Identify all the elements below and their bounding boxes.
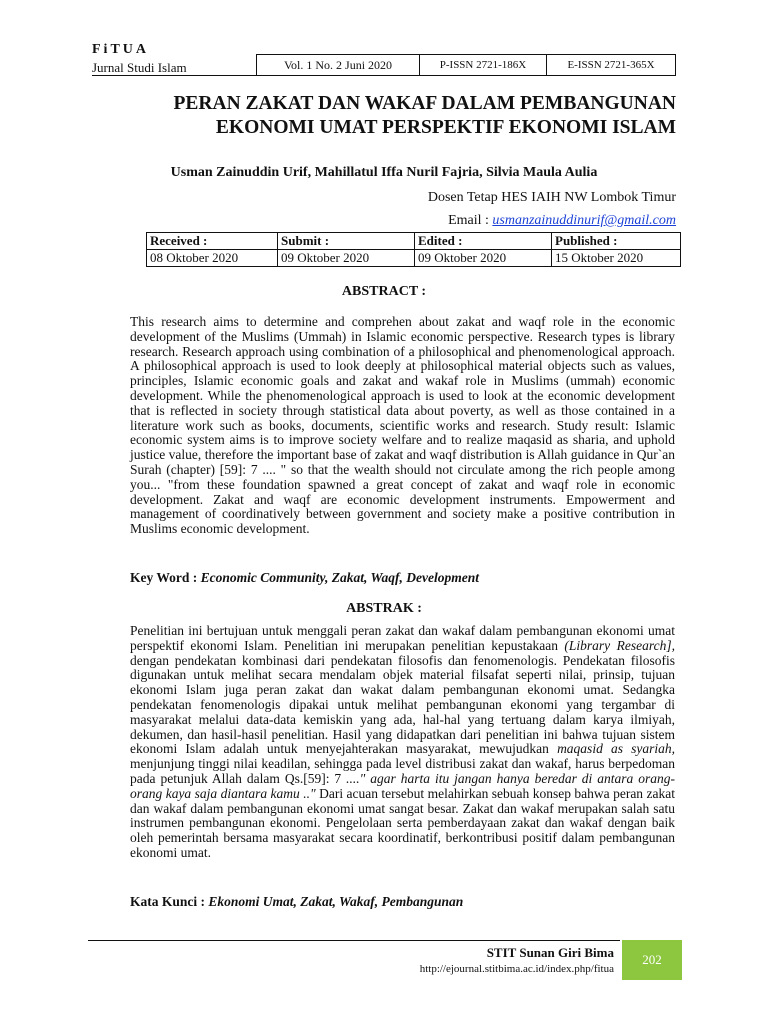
keywords-id-values: Ekonomi Umat, Zakat, Wakaf, Pembangunan: [208, 894, 464, 909]
received-date: 08 Oktober 2020: [147, 250, 278, 267]
volume-box: Vol. 1 No. 2 Juni 2020: [256, 54, 420, 76]
page-number: 202: [622, 940, 682, 980]
published-label: Published :: [552, 233, 681, 250]
edited-date: 09 Oktober 2020: [415, 250, 552, 267]
keywords-en-label: Key Word :: [130, 570, 201, 585]
email-row: [92, 213, 676, 229]
footer-institution: STIT Sunan Giri Bima: [486, 945, 614, 960]
submit-label: Submit :: [278, 233, 415, 250]
keywords-id-label: Kata Kunci :: [130, 894, 209, 909]
submit-date: 09 Oktober 2020: [278, 250, 415, 267]
abstract-heading: ABSTRACT :: [341, 284, 427, 299]
abstrak-text-4: Dari acuan tersebut melahirkan sebuah konsep bahwa peran zakat dan wakaf dalam pembangunan ekonomi umat sangat besar. Zakat dan wakaf merupakan salah satu instrumen pembangunan ekonomi. Pengelolaan serta pemberdayaan zakat dan wakaf dengan baik oleh pemerintah bersama masyarakat secara koordinatif, berkontribusi positif dalam pembangunan ekonomi umat.: [130, 785, 675, 860]
e-issn-box: E-ISSN 2721-365X: [546, 54, 676, 76]
abstrak-text-2: dengan pendekatan kombinasi dari pendekatan filosofis dan fenomenologis. Pendekatan filosofis digunakan untuk melihat secara mendalam objek material filsafat seperti nilai, prinsip, tujuan ekonomi Islam juga peran zakat dan wakat dalam pembangunan ekonomi umat. Sedangka pendekatan fenomenologis dipakai untuk melihat pembangunan ekonomi yang tergambar di masyarakat melalui data-data kemiskin yang ada, hal-hal yang tertuang dalam karya ilmiyah, dekumen, dan hasil-hasil penelitian. Hasil yang didapatkan dari penelitian ini bahwa tujuan sistem ekonomi Islam adalah untuk menyejahterakan masyarakat, mewujudkan: [130, 652, 675, 757]
keywords-id: [130, 894, 675, 910]
title-line-2: EKONOMI UMAT PERSPEKTIF EKONOMI ISLAM: [215, 117, 676, 138]
abstract-body: This research aims to determine and comprehen about zakat and waqf role in the economic development of the Muslims (Ummah) in Islamic economic perspective. Research types is library research. Research approach using combination of a philosophical and phenomenological approach. A philosophical approach is used to look deeply at philosophical material objects such as values, principles, Islamic economic goals and zakat and wakaf role in Muslims (ummah) economic development. While the phenomenological approach is used to look at the economic development that is reflected in society through statistical data about poverty, as well as those contained in a literature work such as books, documents, scientific works and research. Study result: Islamic economic system aims is to improve society welfare and to realize maqasid as sharia, and uphold justice value, therefore the important base of zakat and waqf distribution is Allah guidance in Qur`an Surah (chapter) [59]: 7 .... " so that the wealth should not circulate among the rich people among you... "from these foundation spawned a great concept of zakat and waqf role in economic development. Zakat and waqf are economic development instruments. Empowerment and management of coordinatively between government and society make a positive contribution in Muslims economic development.: [130, 314, 675, 537]
published-date: 15 Oktober 2020: [552, 250, 681, 267]
abstrak-italic-1: (Library Research],: [564, 637, 675, 653]
abstrak-italic-3: ...." agar harta itu jangan hanya beredar di antara orang-orang kaya saja diantara kamu ..": [130, 770, 675, 801]
abstrak-body: [130, 624, 675, 861]
received-label: Received :: [147, 233, 278, 250]
header-divider: [92, 75, 256, 76]
affiliation: Dosen Tetap HES IAIH NW Lombok Timur: [427, 190, 676, 205]
dates-table: [146, 232, 681, 267]
dates-value-row: [147, 250, 681, 267]
abstrak-text-3: menjunjung tinggi nilai keadilan, sehingga pada level distribusi zakat dan wakaf, harus berpedoman pada petunjuk Allah dalam Qs.[59]: 7: [130, 756, 675, 786]
footer-divider: [88, 940, 620, 941]
keywords-en: [130, 570, 675, 586]
p-issn-box: P-ISSN 2721-186X: [419, 54, 547, 76]
abstrak-heading: ABSTRAK :: [346, 601, 422, 616]
journal-subtitle: Jurnal Studi Islam: [92, 60, 187, 75]
footer-url[interactable]: http://ejournal.stitbima.ac.id/index.php/fitua: [419, 963, 614, 975]
title-line-1: PERAN ZAKAT DAN WAKAF DALAM PEMBANGUNAN: [173, 93, 676, 114]
keywords-en-values: Economic Community, Zakat, Waqf, Development: [200, 570, 479, 585]
edited-label: Edited :: [415, 233, 552, 250]
authors: Usman Zainuddin Urif, Mahillatul Iffa Nuril Fajria, Silvia Maula Aulia: [170, 165, 598, 180]
dates-label-row: [147, 233, 681, 250]
abstrak-italic-2: maqasid as syariah,: [557, 741, 675, 757]
journal-name: FiTUA: [92, 42, 149, 57]
email-link[interactable]: usmanzainuddinurif@gmail.com: [492, 213, 676, 228]
article-title: [92, 92, 676, 140]
email-label: Email :: [448, 213, 493, 228]
abstrak-text-1: Penelitian ini bertujuan untuk menggali peran zakat dan wakaf dalam pembangunan ekonomi umat perspektif ekonomi Islam. Penelitian ini merupakan penelitian kepustakaan: [130, 623, 675, 653]
